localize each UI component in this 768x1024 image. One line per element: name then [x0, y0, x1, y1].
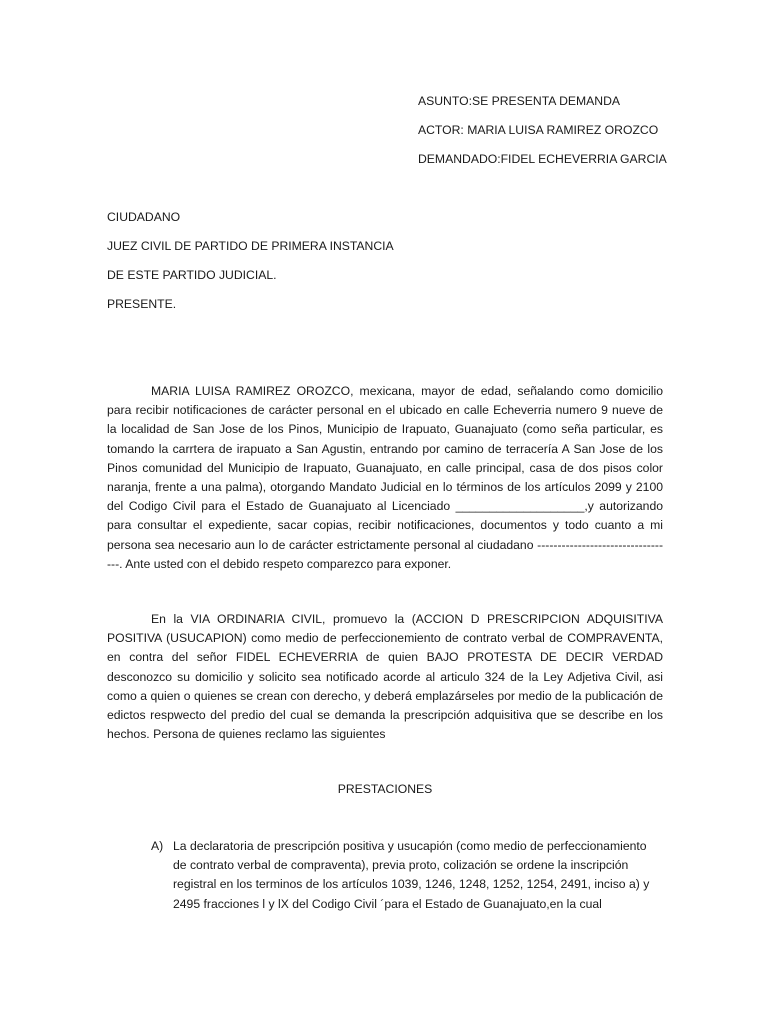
actor-line: ACTOR: MARIA LUISA RAMIREZ OROZCO: [418, 123, 659, 137]
addressee-block: [107, 209, 667, 325]
list-marker: A): [151, 839, 164, 853]
prestaciones-list: [151, 837, 663, 914]
section-title: PRESTACIONES: [337, 782, 433, 796]
body-paragraph-2: En la VIA ORDINARIA CIVIL, promuevo la (ACCION D PRESCRIPCION ADQUISITIVA POSITIVA (USUCAPION) como medio de perfeccionemiento de contrato verbal de COMPRAVENTA, en contra del señor FIDEL ECHEVERRIA de quien BAJO PROTESTA DE DECIR VERDAD desconozco su domicilio y solicito sea notificado acorde al articulo 324 de la Ley Adjetiva Civil, asi como a quien o quienes se crean con derecho, y deberá emplazárseles por medio de la publicación de edictos respwecto del predio del cual se demanda la prescripción adquisitiva que se describe en los hechos. Persona de quienes reclamo las siguientes: [107, 612, 663, 742]
asunto-line: ASUNTO:SE PRESENTA DEMANDA: [418, 94, 621, 108]
body-paragraph-1: MARIA LUISA RAMIREZ OROZCO, mexicana, mayor de edad, señalando como domicilio para recibir notificaciones de carácter personal en el ubicado en calle Echeverria numero 9 nueve de la localidad de San Jose de los Pinos, Municipio de Irapuato, Guanajuato (como seña particular, es tomando la carrtera de irapuato a San Agustin, entrando por camino de terracería A San Jose de los Pinos comunidad del Municipio de Irapuato, Guanajuato, en calle principal, casa de dos pisos color naranja, frente a una palma), otorgando Mandato Judicial en lo términos de los artículos 2099 y 2100 del Codigo Civil para el Estado de Guanajuato al Licenciado ___________________,y autorizando para consultar el expediente, sacar copias, recibir notificaciones, documentos y todo cuanto a mi persona sea necesario aun lo de carácter estrictamente personal al ciudadano ----------------------------------. Ante usted con el debido respeto comparezco para exponer.: [107, 384, 663, 571]
case-header: [418, 93, 748, 180]
addressee-line-1: CIUDADANO: [107, 210, 181, 224]
addressee-line-2: JUEZ CIVIL DE PARTIDO DE PRIMERA INSTANCIA: [107, 239, 394, 253]
list-item: [151, 837, 663, 914]
addressee-line-3: DE ESTE PARTIDO JUDICIAL.: [107, 268, 277, 282]
addressee-line-4: PRESENTE.: [107, 297, 177, 311]
demandado-line: DEMANDADO:FIDEL ECHEVERRIA GARCIA: [418, 152, 667, 166]
list-item-text: La declaratoria de prescripción positiva y usucapión (como medio de perfeccionamiento de contrato verbal de compraventa), previa proto, colización se ordene la inscripción registral en los terminos de los artículos 1039, 1246, 1248, 1252, 1254, 2491, inciso a) y 2495 fracciones l y lX del Codigo Civil ´para el Estado de Guanajuato,en la cual: [173, 839, 650, 911]
